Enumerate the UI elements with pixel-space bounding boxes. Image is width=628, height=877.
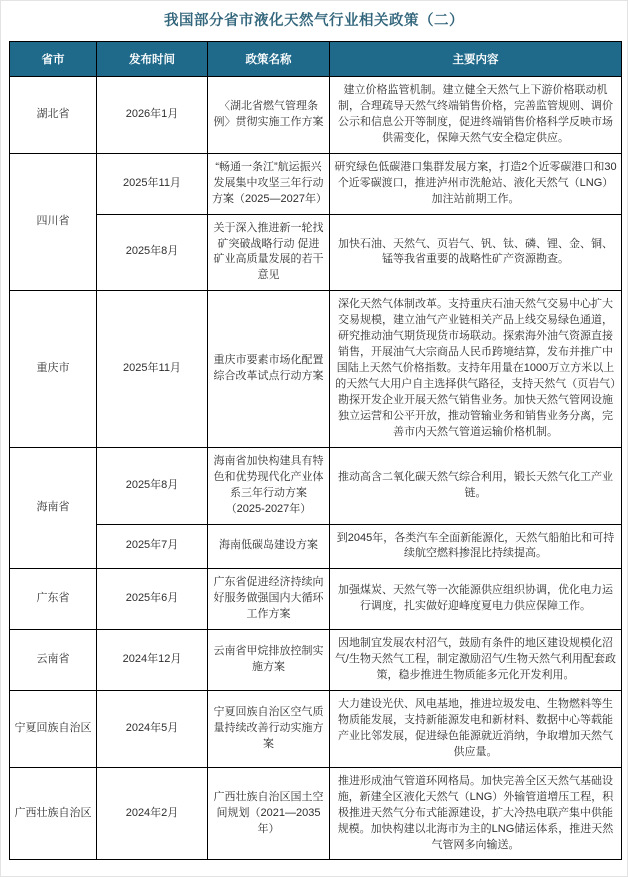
- date-cell: 2025年11月: [97, 153, 208, 214]
- date-cell: 2024年5月: [97, 691, 208, 768]
- province-cell: 湖北省: [10, 77, 97, 154]
- province-cell: 广东省: [10, 569, 97, 630]
- date-cell: 2025年6月: [97, 569, 208, 630]
- content-cell: 加强煤炭、天然气等一次能源供应组织协调，优化电力运行调度，扎实做好迎峰度夏电力供应保障工作。: [330, 569, 622, 630]
- content-cell: 建立价格监管机制。建立健全天然气上下游价格联动机制，合理疏导天然气终端销售价格，完善监管规则、调价公示和信息公开等制度，促进终端销售价格科学反映市场供需变化，保障天然气安全稳定供应。: [330, 77, 622, 154]
- page-title: 我国部分省市液化天然气行业相关政策（二）: [164, 13, 464, 29]
- policy-cell: 关于深入推进新一轮找矿突破战略行动 促进矿业高质量发展的若干意见: [208, 214, 330, 291]
- column-header-date: 发布时间: [97, 42, 208, 77]
- table-row: [10, 767, 622, 860]
- header-row: [10, 42, 622, 77]
- table-row: [10, 569, 622, 630]
- province-cell: 重庆市: [10, 291, 97, 447]
- content-cell: 因地制宜发展农村沼气，鼓励有条件的地区建设规模化沼气/生物天然气工程，制定激励沼气/生物天然气利用配套政策，稳步推进生物质能多元化开发利用。: [330, 630, 622, 691]
- content-cell: 到2045年，各类汽车全面新能源化，天然气船舶比和可持续航空燃料掺混比持续提高。: [330, 524, 622, 569]
- table-row: [10, 447, 622, 524]
- table-row: [10, 630, 622, 691]
- column-header-content: 主要内容: [330, 42, 622, 77]
- policy-cell: 海南省加快构建具有特色和优势现代化产业体系三年行动方案（2025-2027年）: [208, 447, 330, 524]
- table-row: [10, 77, 622, 154]
- table-row: [10, 291, 622, 447]
- date-cell: 2025年11月: [97, 291, 208, 447]
- province-cell: 四川省: [10, 153, 97, 291]
- table-row: [10, 153, 622, 214]
- content-cell: 推进形成油气管道环网格局。加快完善全区天然气基础设施，新建全区液化天然气（LNG）外输管道增压工程，积极推进天然气分布式能源建设，扩大冷热电联产集中供能规模。加快构建以北海市为主的LNG储运体系，推进天然气管网多向输送。: [330, 767, 622, 860]
- province-cell: 云南省: [10, 630, 97, 691]
- table-row: [10, 214, 622, 291]
- policy-cell: 广西壮族自治区国土空间规划（2021—2035年）: [208, 767, 330, 860]
- content-cell: 推动高含二氧化碳天然气综合利用，锻长天然气化工产业链。: [330, 447, 622, 524]
- date-cell: 2025年8月: [97, 447, 208, 524]
- content-cell: 加快石油、天然气、页岩气、钒、钛、磷、锂、金、铜、锰等我省重要的战略性矿产资源勘查。: [330, 214, 622, 291]
- province-cell: 宁夏回族自治区: [10, 691, 97, 768]
- content-cell: 大力建设光伏、风电基地，推进垃圾发电、生物燃料等生物质能发展，支持新能源发电和新材料、数据中心等载能产业比邻发展，促进绿色能源就近消纳，争取增加天然气供应量。: [330, 691, 622, 768]
- policy-cell: 重庆市要素市场化配置综合改革试点行动方案: [208, 291, 330, 447]
- date-cell: 2026年1月: [97, 77, 208, 154]
- policy-cell: 云南省甲烷排放控制实施方案: [208, 630, 330, 691]
- policy-cell: “畅通一条江”航运振兴发展集中攻坚三年行动方案（2025—2027年）: [208, 153, 330, 214]
- content-cell: 深化天然气体制改革。支持重庆石油天然气交易中心扩大交易规模，建立油气产业链相关产品上线交易绿色通道，研究推动油气期货现货市场联动。探索海外油气资源直接销售，开展油气大宗商品人民币跨境结算，发布并推广中国陆上天然气价格指数。支持年用量在1000万立方米以上的天然气大用户自主选择供气路径，支持天然气（页岩气）勘探开发企业开展天然气销售业务。加快天然气管网设施独立运营和公平开放，推动管输业务和销售业务分离，完善市内天然气管道运输价格机制。: [330, 291, 622, 447]
- table-row: [10, 691, 622, 768]
- table-row: [10, 524, 622, 569]
- province-cell: 广西壮族自治区: [10, 767, 97, 860]
- policy-cell: 广东省促进经济持续向好服务做强国内大循环工作方案: [208, 569, 330, 630]
- date-cell: 2024年2月: [97, 767, 208, 860]
- column-header-policy: 政策名称: [208, 42, 330, 77]
- date-cell: 2025年7月: [97, 524, 208, 569]
- column-header-province: 省市: [10, 42, 97, 77]
- province-cell: 海南省: [10, 447, 97, 569]
- policy-table: [9, 41, 622, 860]
- policy-cell: 宁夏回族自治区空气质量持续改善行动实施方案: [208, 691, 330, 768]
- policy-cell: 〈湖北省燃气管理条例〉贯彻实施工作方案: [208, 77, 330, 154]
- policy-cell: 海南低碳岛建设方案: [208, 524, 330, 569]
- content-cell: 研究绿色低碳港口集群发展方案，打造2个近零碳港口和30个近零碳渡口，推进泸州市洗舱站、液化天然气（LNG）加注站前期工作。: [330, 153, 622, 214]
- date-cell: 2024年12月: [97, 630, 208, 691]
- date-cell: 2025年8月: [97, 214, 208, 291]
